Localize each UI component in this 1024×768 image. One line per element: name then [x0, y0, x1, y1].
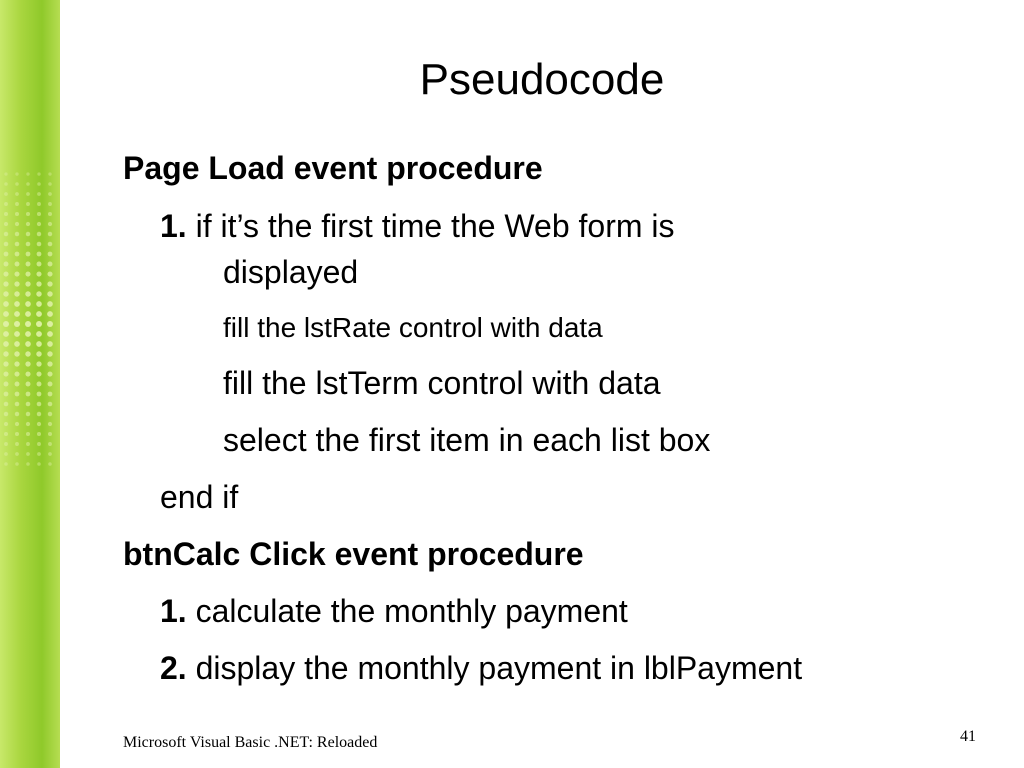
page-load-substep-3: select the first item in each list box — [223, 422, 711, 458]
page-load-substep-1: fill the lstRate control with data — [223, 312, 603, 343]
decorative-side-bar — [0, 0, 60, 768]
page-load-heading: Page Load event procedure — [123, 150, 543, 186]
dot-texture-icon — [0, 170, 60, 470]
step-number: 2. — [160, 650, 187, 686]
page-load-substep-2: fill the lstTerm control with data — [223, 365, 661, 401]
step-number: 1. — [160, 208, 187, 244]
btn-calc-heading: btnCalc Click event procedure — [123, 536, 584, 572]
page-load-step-1-continued: displayed — [223, 254, 359, 290]
btn-calc-step-1 — [160, 591, 628, 631]
btn-calc-step-2 — [160, 648, 802, 688]
step-text: calculate the monthly payment — [195, 593, 628, 629]
step-text: if it’s the first time the Web form is — [195, 208, 675, 244]
page-number: 41 — [960, 728, 976, 745]
slide-title: Pseudocode — [419, 55, 665, 104]
page-load-step-1 — [160, 206, 675, 246]
step-number: 1. — [160, 593, 187, 629]
page-load-end-if: end if — [160, 479, 239, 515]
step-text: display the monthly payment in lblPayment — [195, 650, 803, 686]
footer-text: Microsoft Visual Basic .NET: Reloaded — [123, 734, 378, 751]
